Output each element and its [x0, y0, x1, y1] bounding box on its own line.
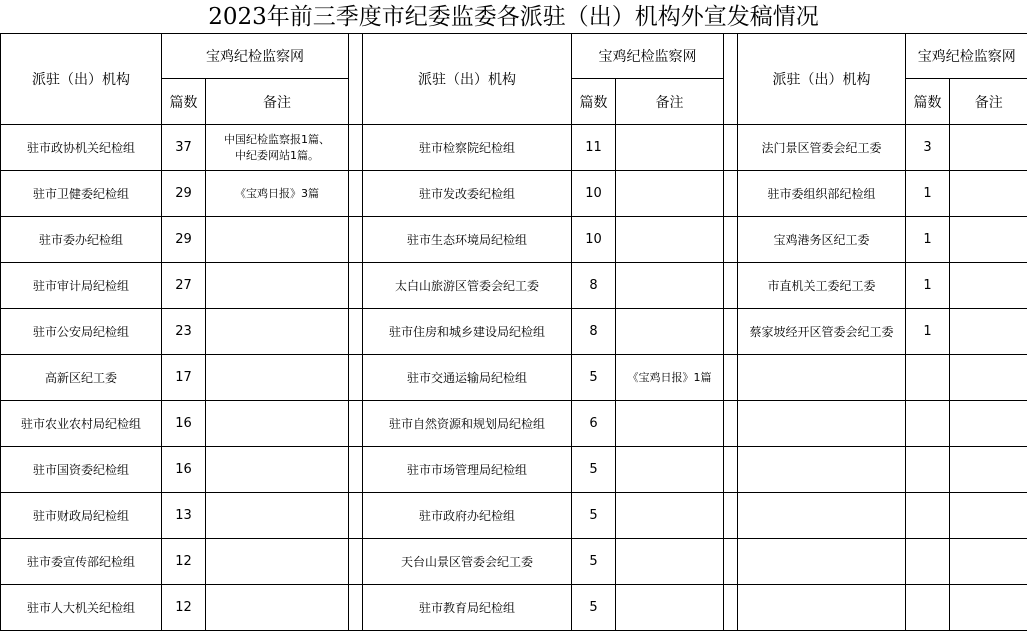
article-count-cell: 1	[906, 171, 950, 217]
article-count-cell: 5	[572, 539, 616, 585]
note-cell	[616, 125, 724, 171]
note-line: 中国纪检监察报1篇、	[224, 132, 330, 146]
org-name-cell: 驻市市场管理局纪检组	[363, 447, 572, 493]
column-gap	[349, 125, 363, 171]
column-gap	[724, 401, 738, 447]
note-cell	[616, 309, 724, 355]
header-org-3: 派驻（出）机构	[738, 34, 906, 125]
org-name-cell: 市直机关工委纪工委	[738, 263, 906, 309]
note-cell	[950, 309, 1027, 355]
note-line: 《宝鸡日报》3篇	[235, 186, 319, 200]
table-row	[1, 263, 1027, 309]
header-site-3: 宝鸡纪检监察网	[906, 34, 1027, 79]
note-cell	[616, 585, 724, 631]
article-count-cell: 5	[572, 355, 616, 401]
column-gap	[724, 585, 738, 631]
article-count-cell: 1	[906, 217, 950, 263]
note-cell	[950, 585, 1027, 631]
org-name-cell: 法门景区管委会纪工委	[738, 125, 906, 171]
article-count-cell: 12	[162, 585, 206, 631]
header-note-3: 备注	[950, 79, 1027, 125]
article-count-cell: 23	[162, 309, 206, 355]
article-count-cell: 8	[572, 263, 616, 309]
header-site-2: 宝鸡纪检监察网	[572, 34, 724, 79]
article-count-cell	[906, 401, 950, 447]
note-cell	[206, 539, 349, 585]
article-count-cell: 3	[906, 125, 950, 171]
article-count-cell: 29	[162, 171, 206, 217]
org-name-cell: 高新区纪工委	[1, 355, 162, 401]
org-name-cell: 驻市委办纪检组	[1, 217, 162, 263]
article-count-cell: 16	[162, 401, 206, 447]
column-gap	[349, 539, 363, 585]
note-cell	[950, 125, 1027, 171]
note-cell	[616, 493, 724, 539]
note-cell	[206, 309, 349, 355]
article-count-cell: 27	[162, 263, 206, 309]
article-count-cell: 17	[162, 355, 206, 401]
org-name-cell	[738, 539, 906, 585]
report-title: 2023年前三季度市纪委监委各派驻（出）机构外宣发稿情况	[208, 4, 819, 30]
article-count-cell: 12	[162, 539, 206, 585]
org-name-cell: 驻市交通运输局纪检组	[363, 355, 572, 401]
header-site-1: 宝鸡纪检监察网	[162, 34, 349, 79]
org-name-cell: 太白山旅游区管委会纪工委	[363, 263, 572, 309]
org-name-cell: 驻市财政局纪检组	[1, 493, 162, 539]
article-count-cell	[906, 447, 950, 493]
column-gap	[349, 217, 363, 263]
article-count-cell: 5	[572, 585, 616, 631]
org-name-cell: 驻市审计局纪检组	[1, 263, 162, 309]
table-row	[1, 309, 1027, 355]
note-cell	[616, 447, 724, 493]
column-gap	[724, 34, 738, 125]
note-cell	[950, 171, 1027, 217]
table-row	[1, 355, 1027, 401]
org-name-cell: 驻市委组织部纪检组	[738, 171, 906, 217]
column-gap	[349, 585, 363, 631]
note-cell	[206, 401, 349, 447]
column-gap	[724, 217, 738, 263]
org-name-cell: 驻市教育局纪检组	[363, 585, 572, 631]
note-cell	[950, 263, 1027, 309]
article-count-cell: 1	[906, 309, 950, 355]
note-cell	[206, 263, 349, 309]
header-note-2: 备注	[616, 79, 724, 125]
article-count-cell: 16	[162, 447, 206, 493]
org-name-cell: 驻市国资委纪检组	[1, 447, 162, 493]
article-count-cell: 29	[162, 217, 206, 263]
column-gap	[724, 125, 738, 171]
note-cell	[206, 447, 349, 493]
org-name-cell: 驻市生态环境局纪检组	[363, 217, 572, 263]
table-row	[1, 171, 1027, 217]
note-cell	[616, 263, 724, 309]
org-name-cell: 驻市政府办纪检组	[363, 493, 572, 539]
article-count-cell: 8	[572, 309, 616, 355]
article-count-cell	[906, 493, 950, 539]
note-cell	[206, 585, 349, 631]
column-gap	[349, 309, 363, 355]
note-cell	[950, 401, 1027, 447]
article-count-cell: 11	[572, 125, 616, 171]
table-row	[1, 125, 1027, 171]
article-count-cell	[906, 539, 950, 585]
report-table	[0, 33, 1027, 631]
note-cell	[950, 355, 1027, 401]
article-count-cell: 13	[162, 493, 206, 539]
table-row	[1, 585, 1027, 631]
note-cell	[206, 355, 349, 401]
org-name-cell	[738, 355, 906, 401]
header-org-1: 派驻（出）机构	[1, 34, 162, 125]
org-name-cell: 驻市检察院纪检组	[363, 125, 572, 171]
article-count-cell: 37	[162, 125, 206, 171]
column-gap	[724, 447, 738, 493]
org-name-cell: 驻市自然资源和规划局纪检组	[363, 401, 572, 447]
table-row	[1, 217, 1027, 263]
column-gap	[724, 355, 738, 401]
table-row	[1, 401, 1027, 447]
org-name-cell: 驻市委宣传部纪检组	[1, 539, 162, 585]
note-cell	[950, 493, 1027, 539]
table-row	[1, 539, 1027, 585]
column-gap	[349, 171, 363, 217]
article-count-cell: 10	[572, 171, 616, 217]
column-gap	[349, 401, 363, 447]
table-row	[1, 493, 1027, 539]
org-name-cell: 驻市人大机关纪检组	[1, 585, 162, 631]
header-note-1: 备注	[206, 79, 349, 125]
note-cell	[950, 447, 1027, 493]
org-name-cell: 驻市公安局纪检组	[1, 309, 162, 355]
org-name-cell: 宝鸡港务区纪工委	[738, 217, 906, 263]
org-name-cell: 蔡家坡经开区管委会纪工委	[738, 309, 906, 355]
article-count-cell: 5	[572, 493, 616, 539]
org-name-cell	[738, 493, 906, 539]
column-gap	[349, 355, 363, 401]
article-count-cell: 1	[906, 263, 950, 309]
note-cell	[950, 539, 1027, 585]
note-cell	[616, 355, 724, 401]
org-name-cell	[738, 585, 906, 631]
note-line: 中纪委网站1篇。	[235, 148, 319, 162]
note-cell	[206, 217, 349, 263]
note-cell	[206, 125, 349, 171]
column-gap	[724, 263, 738, 309]
note-cell	[616, 401, 724, 447]
org-name-cell: 驻市卫健委纪检组	[1, 171, 162, 217]
org-name-cell: 天台山景区管委会纪工委	[363, 539, 572, 585]
note-cell	[950, 217, 1027, 263]
article-count-cell: 5	[572, 447, 616, 493]
note-cell	[616, 539, 724, 585]
article-count-cell	[906, 585, 950, 631]
article-count-cell: 10	[572, 217, 616, 263]
column-gap	[724, 539, 738, 585]
note-cell	[206, 171, 349, 217]
note-cell	[206, 493, 349, 539]
article-count-cell: 6	[572, 401, 616, 447]
header-count-3: 篇数	[906, 79, 950, 125]
note-line: 《宝鸡日报》1篇	[627, 370, 712, 384]
table-row	[1, 447, 1027, 493]
note-cell	[616, 217, 724, 263]
column-gap	[349, 263, 363, 309]
header-row-1	[1, 34, 1027, 79]
column-gap	[724, 171, 738, 217]
org-name-cell: 驻市发改委纪检组	[363, 171, 572, 217]
column-gap	[349, 34, 363, 125]
column-gap	[349, 493, 363, 539]
org-name-cell: 驻市政协机关纪检组	[1, 125, 162, 171]
header-count-1: 篇数	[162, 79, 206, 125]
header-count-2: 篇数	[572, 79, 616, 125]
header-org-2: 派驻（出）机构	[363, 34, 572, 125]
org-name-cell: 驻市住房和城乡建设局纪检组	[363, 309, 572, 355]
column-gap	[724, 493, 738, 539]
org-name-cell	[738, 401, 906, 447]
column-gap	[724, 309, 738, 355]
article-count-cell	[906, 355, 950, 401]
org-name-cell	[738, 447, 906, 493]
org-name-cell: 驻市农业农村局纪检组	[1, 401, 162, 447]
column-gap	[349, 447, 363, 493]
note-cell	[616, 171, 724, 217]
